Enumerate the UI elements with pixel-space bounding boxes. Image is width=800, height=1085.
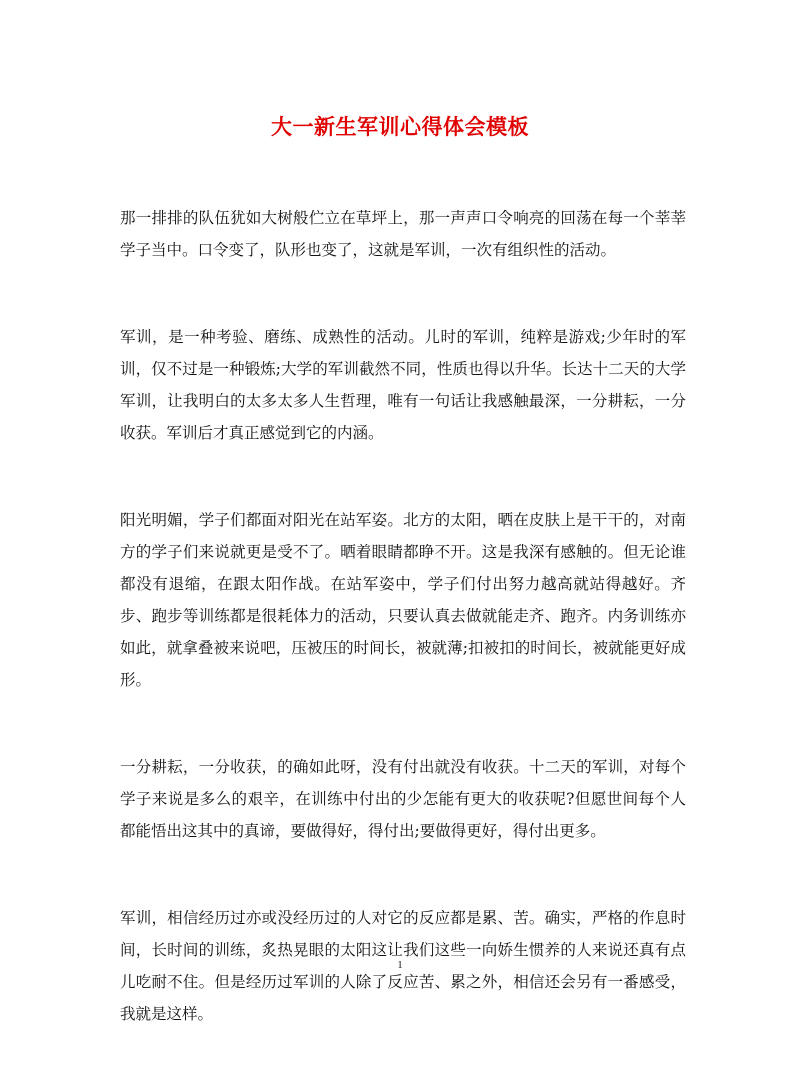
paragraph-2: 军训，是一种考验、磨练、成熟性的活动。儿时的军训，纯粹是游戏;少年时的军训，仅不过是一种锻炼;大学的军训截然不同，性质也得以升华。长达十二天的大学军训，让我明白的太多太多人生哲理，唯有一句话让我感触最深，一分耕耘，一分收获。军训后才真正感觉到它的内涵。	[120, 328, 686, 442]
document-body	[120, 202, 686, 1085]
document-title: 大一新生军训心得体会模板	[271, 114, 529, 139]
paragraph-5: 军训，相信经历过亦或没经历过的人对它的反应都是累、苦。确实，严格的作息时间，长时间的训练，炙热晃眼的太阳这让我们这些一向娇生惯养的人来说还真有点儿吃耐不住。但是经历过军训的人除了反应苦、累之外，相信还会另有一番感受，我就是这样。	[120, 909, 686, 1023]
page-number: 1	[397, 959, 403, 971]
paragraph-4: 一分耕耘，一分收获，的确如此呀，没有付出就没有收获。十二天的军训，对每个学子来说是多么的艰辛，在训练中付出的少怎能有更大的收获呢?但愿世间每个人都能悟出这其中的真谛，要做得好，得付出;要做得更好，得付出更多。	[120, 758, 686, 840]
paragraph-1: 那一排排的队伍犹如大树般伫立在草坪上，那一声声口令响亮的回荡在每一个莘莘学子当中。口令变了，队形也变了，这就是军训，一次有组织性的活动。	[120, 209, 686, 259]
paragraph-3: 阳光明媚，学子们都面对阳光在站军姿。北方的太阳，晒在皮肤上是干干的，对南方的学子们来说就更是受不了。晒着眼睛都睁不开。这是我深有感触的。但无论谁都没有退缩，在跟太阳作战。在站军姿中，学子们付出努力越高就站得越好。齐步、跑步等训练都是很耗体力的活动，只要认真去做就能走齐、跑齐。内务训练亦如此，就拿叠被来说吧，压被压的时间长，被就薄;扣被扣的时间长，被就能更好成形。	[120, 511, 686, 689]
